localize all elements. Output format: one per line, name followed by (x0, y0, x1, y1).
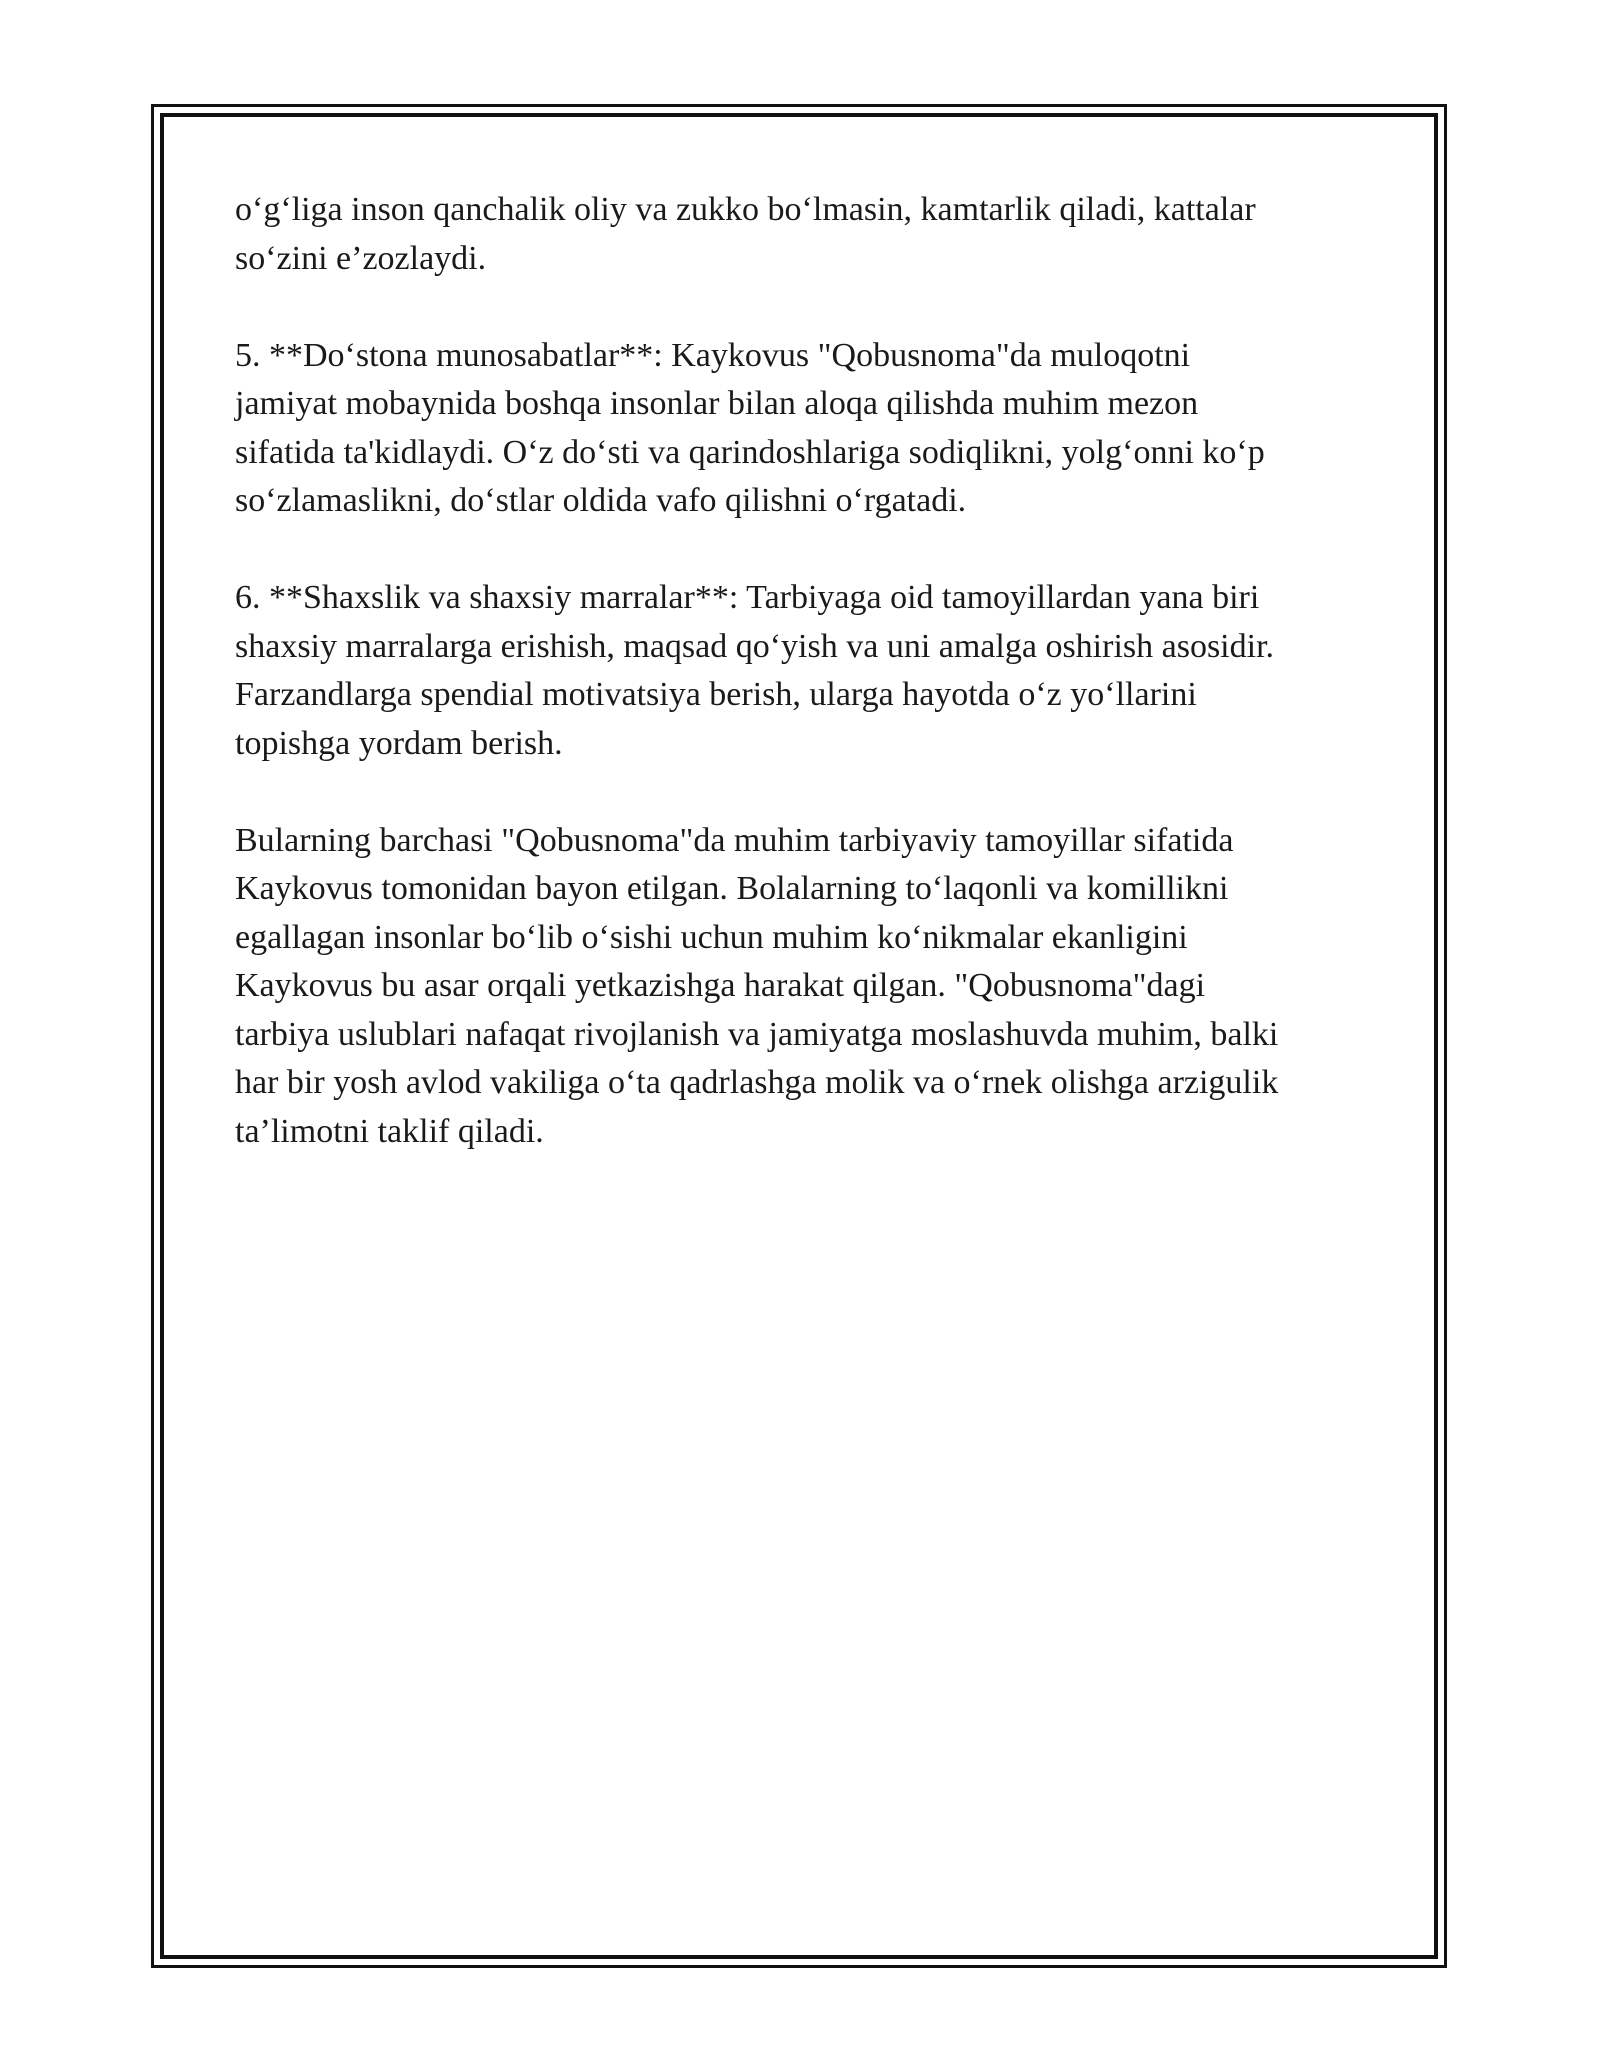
paragraph-personal-goals: 6. **Shaxslik va shaxsiy marralar**: Tarbiyaga oid tamoyillardan yana biri shaxsiy marralarga erishish, maqsad qo‘yish va uni amalga oshirish asosidir. Farzandlarga spendial motivatsiya berish, ularga hayotda o‘z yo‘llarini topishga yordam berish. (235, 579, 1275, 762)
paragraph-continuation: o‘g‘liga inson qanchalik oliy va zukko bo‘lmasin, kamtarlik qiladi, kattalar so‘zini e’zozlaydi. (235, 191, 1256, 277)
page-body (235, 186, 1385, 1205)
paragraph-friendly-relations: 5. **Do‘stona munosabatlar**: Kaykovus "Qobusnoma"da muloqotni jamiyat mobaynida boshqa insonlar bilan aloqa qilishda muhim mezon sifatida ta'kidlaydi. O‘z do‘sti va qarindoshlariga sodiqlikni, yolg‘onni ko‘p so‘zlamaslikni, do‘stlar oldida vafo qilishni o‘rgatadi. (235, 336, 1265, 519)
paragraph-conclusion: Bularning barchasi "Qobusnoma"da muhim tarbiyaviy tamoyillar sifatida Kaykovus tomonidan bayon etilgan. Bolalarning to‘laqonli va komillikni egallagan insonlar bo‘lib o‘sishi uchun muhim ko‘nikmalar ekanligini Kaykovus bu asar orqali yetkazishga harakat qilgan. "Qobusnoma"dagi tarbiya uslublari nafaqat rivojlanish va jamiyatga moslashuvda muhim, balki har bir yosh avlod vakiliga o‘ta qadrlashga molik va o‘rnek olishga arzigulik ta’limotni taklif qiladi. (235, 821, 1279, 1150)
